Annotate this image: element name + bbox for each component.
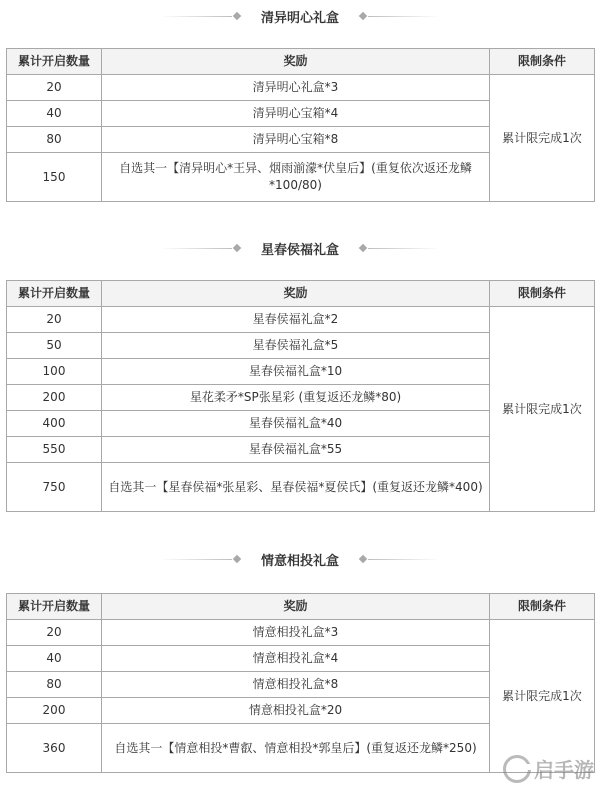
reward-cell: 星春侯福礼盒*55 — [102, 437, 490, 463]
reward-table — [6, 48, 595, 202]
section-3 — [0, 543, 600, 755]
count-cell: 550 — [7, 437, 102, 463]
count-cell: 100 — [7, 359, 102, 385]
reward-cell: 情意相投礼盒*4 — [102, 646, 490, 672]
reward-cell: 星花柔矛*SP张星彩 (重复返还龙鳞*80) — [102, 385, 490, 411]
reward-cell: 自选其一【星春侯福*张星彩、星春侯福*夏侯氏】(重复返还龙鳞*400) — [102, 463, 490, 512]
reward-cell: 情意相投礼盒*20 — [102, 698, 490, 724]
reward-cell: 清异明心礼盒*3 — [102, 75, 490, 101]
count-cell: 80 — [7, 127, 102, 153]
count-cell: 360 — [7, 724, 102, 773]
header-condition: 限制条件 — [490, 281, 595, 307]
reward-cell: 星春侯福礼盒*10 — [102, 359, 490, 385]
header-count: 累计开启数量 — [7, 594, 102, 620]
reward-cell: 星春侯福礼盒*5 — [102, 333, 490, 359]
condition-cell: 累计限完成1次 — [490, 307, 595, 512]
table-row — [7, 307, 595, 333]
reward-cell: 星春侯福礼盒*40 — [102, 411, 490, 437]
count-cell: 200 — [7, 385, 102, 411]
count-cell: 20 — [7, 75, 102, 101]
count-cell: 200 — [7, 698, 102, 724]
reward-cell: 情意相投礼盒*3 — [102, 620, 490, 646]
count-cell: 20 — [7, 307, 102, 333]
table-header-row — [7, 49, 595, 75]
header-condition: 限制条件 — [490, 594, 595, 620]
reward-cell: 情意相投礼盒*8 — [102, 672, 490, 698]
header-reward: 奖励 — [102, 281, 490, 307]
header-count: 累计开启数量 — [7, 49, 102, 75]
count-cell: 50 — [7, 333, 102, 359]
section-title — [0, 544, 600, 574]
table-header-row — [7, 281, 595, 307]
reward-table — [6, 593, 595, 773]
condition-cell: 累计限完成1次 — [490, 620, 595, 773]
header-count: 累计开启数量 — [7, 281, 102, 307]
watermark-logo-icon — [503, 755, 531, 783]
count-cell: 20 — [7, 620, 102, 646]
table-row — [7, 75, 595, 101]
watermark — [503, 754, 594, 783]
section-title-text: 清异明心礼盒 — [260, 11, 339, 26]
count-cell: 750 — [7, 463, 102, 512]
watermark-text: 启手游 — [534, 758, 594, 782]
reward-table — [6, 280, 595, 512]
section-1 — [0, 0, 600, 192]
count-cell: 40 — [7, 646, 102, 672]
header-reward: 奖励 — [102, 49, 490, 75]
section-title — [0, 233, 600, 263]
count-cell: 40 — [7, 101, 102, 127]
section-title-text: 星春侯福礼盒 — [260, 243, 339, 258]
section-title — [0, 1, 600, 31]
section-2 — [0, 232, 600, 494]
header-condition: 限制条件 — [490, 49, 595, 75]
header-reward: 奖励 — [102, 594, 490, 620]
reward-cell: 清异明心宝箱*8 — [102, 127, 490, 153]
condition-cell: 累计限完成1次 — [490, 75, 595, 202]
table-header-row — [7, 594, 595, 620]
count-cell: 150 — [7, 153, 102, 202]
reward-cell: 自选其一【清异明心*王异、烟雨湔濛*伏皇后】(重复依次返还龙鳞*100/80) — [102, 153, 490, 202]
count-cell: 400 — [7, 411, 102, 437]
reward-cell: 清异明心宝箱*4 — [102, 101, 490, 127]
reward-cell: 自选其一【情意相投*曹叡、情意相投*郭皇后】(重复返还龙鳞*250) — [102, 724, 490, 773]
reward-cell: 星春侯福礼盒*2 — [102, 307, 490, 333]
section-title-text: 情意相投礼盒 — [260, 554, 339, 569]
count-cell: 80 — [7, 672, 102, 698]
table-row — [7, 620, 595, 646]
